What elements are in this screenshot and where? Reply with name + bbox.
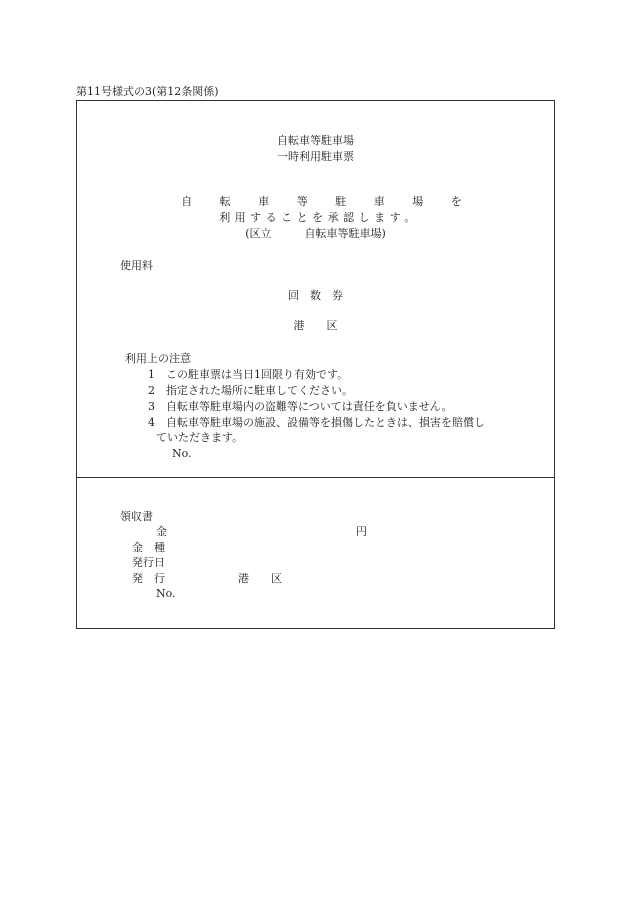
note-item-2: 2 指定された場所に駐車してください。 bbox=[148, 384, 353, 397]
issuer-label: 発 行 bbox=[132, 572, 165, 585]
money-type-label: 金 種 bbox=[132, 541, 165, 554]
ticket-number-label: No. bbox=[172, 447, 192, 460]
yen-unit: 円 bbox=[356, 525, 367, 538]
issuer-ward: 港 区 bbox=[293, 319, 338, 332]
note-item-3: 3 自転車等駐車場内の盗難等については責任を負いません。 bbox=[148, 400, 453, 413]
amount-label: 金 bbox=[156, 525, 167, 538]
receipt-number-label: No. bbox=[156, 587, 176, 600]
coupon-label: 回 数 券 bbox=[288, 289, 343, 302]
issue-date-label: 発行日 bbox=[132, 556, 165, 569]
notes-heading: 利用上の注意 bbox=[125, 352, 191, 365]
receipt-heading: 領収書 bbox=[120, 510, 153, 523]
permission-line1: 自 転 車 等 駐 車 場 を bbox=[181, 195, 474, 208]
form-number-header: 第11号様式の3(第12条関係) bbox=[76, 85, 219, 98]
permission-line2: 利用することを承認します。 bbox=[219, 211, 420, 224]
issuer-value: 港 区 bbox=[238, 572, 282, 585]
receipt-section bbox=[76, 477, 555, 629]
ticket-title-line1: 自転車等駐車場 bbox=[277, 134, 354, 147]
parking-ticket-section bbox=[76, 100, 555, 478]
note-item-1: 1 この駐車票は当日1回限り有効です。 bbox=[148, 368, 349, 381]
ticket-title-line2: 一時利用駐車票 bbox=[277, 150, 354, 163]
fee-label: 使用料 bbox=[120, 259, 153, 272]
note-item-4-continuation: ていただきます。 bbox=[156, 431, 244, 444]
note-item-4: 4 自転車等駐車場の施設、設備等を損傷したときは、損害を賠償し bbox=[148, 416, 485, 429]
ward-facility-line: (区立 自転車等駐車場) bbox=[245, 227, 386, 240]
